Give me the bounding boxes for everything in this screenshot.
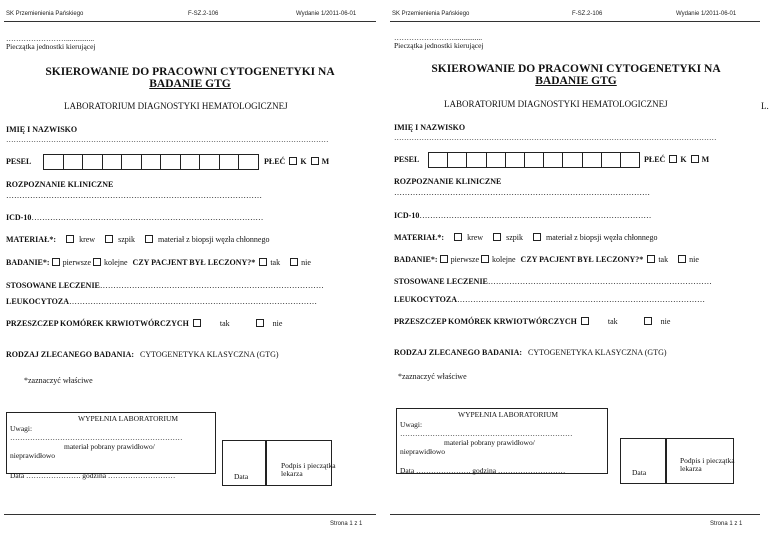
name-field[interactable]: ………………………………………………………………………………………………………………… — [6, 135, 329, 144]
stamp-label: Pieczątka jednostki kierującej — [6, 42, 96, 51]
date-time-field[interactable]: Data …………………. godzina ……………………… — [10, 471, 176, 480]
signature-label-1: Podpis i pieczątka — [281, 461, 336, 470]
form-title-line1: SKIEROWANIE DO PRACOWNI CYTOGENETYKI NA — [431, 63, 721, 75]
transplant-yes-checkbox[interactable] — [193, 319, 201, 327]
pesel-digit[interactable] — [200, 155, 220, 169]
transplant-label: PRZESZCZEP KOMÓREK KRWIOTWÓRCZYCH — [394, 317, 577, 326]
lab-box-title: WYPEŁNIA LABORATORIUM — [458, 410, 559, 419]
treated-no-label: nie — [301, 258, 311, 267]
treated-no-checkbox[interactable] — [678, 255, 686, 263]
lab-name: LABORATORIUM DIAGNOSTYKI HEMATOLOGICZNEJ — [64, 101, 288, 111]
remarks-label: Uwagi: — [400, 420, 423, 429]
pesel-digit[interactable] — [583, 153, 602, 167]
footer-page: Strona 1 z 1 — [710, 521, 743, 527]
pesel-digit[interactable] — [467, 153, 486, 167]
footer-page: Strona 1 z 1 — [330, 521, 363, 527]
pesel-digit[interactable] — [448, 153, 467, 167]
treatment-label: STOSOWANE LECZENIE — [394, 277, 488, 286]
edge-letter: L. — [761, 101, 769, 111]
icd-label: ICD-10 — [6, 213, 32, 222]
pesel-digit[interactable] — [181, 155, 201, 169]
exam-row — [394, 255, 699, 264]
signature-label-2: lekarza — [281, 469, 303, 478]
material-biopsy-checkbox[interactable] — [145, 235, 153, 243]
note-text: *zaznaczyć właściwe — [398, 372, 467, 381]
icd-field[interactable]: …………………………………………………………………………… — [31, 213, 264, 222]
material-marrow-label: szpik — [506, 233, 523, 242]
note-text: *zaznaczyć właściwe — [24, 376, 93, 385]
remarks-label: Uwagi: — [10, 424, 33, 433]
name-label: IMIĘ I NAZWISKO — [6, 125, 78, 134]
pesel-digit[interactable] — [122, 155, 142, 169]
stamp-dots: ……………………............... — [6, 34, 95, 43]
sex-k-checkbox[interactable] — [289, 157, 297, 165]
pesel-label: PESEL — [6, 157, 32, 166]
header-code: F-SZ.2-106 — [188, 11, 219, 17]
icd-field[interactable]: …………………………………………………………………………… — [419, 211, 652, 220]
transplant-no-checkbox[interactable] — [256, 319, 264, 327]
sex-m-checkbox[interactable] — [691, 155, 699, 163]
order-value: CYTOGENETYKA KLASYCZNA (GTG) — [528, 348, 667, 357]
treated-yes-label: tak — [270, 258, 281, 267]
sex-label: PŁEĆ — [644, 155, 666, 164]
treatment-row — [394, 277, 762, 286]
pesel-label: PESEL — [394, 155, 420, 164]
transplant-yes-label: tak — [219, 319, 230, 328]
exam-row — [6, 258, 311, 267]
date-box-label: Data — [632, 468, 647, 477]
pesel-digit[interactable] — [83, 155, 103, 169]
diagnosis-field[interactable]: …………………………………………………………………………………… — [394, 188, 650, 197]
diagnosis-label: ROZPOZNANIE KLINICZNE — [6, 180, 114, 189]
treatment-field[interactable]: ………………………………………………………………………… — [99, 281, 324, 290]
header-rule — [4, 21, 376, 22]
material-biopsy-label: materiał z biopsji węzła chłonnego — [157, 235, 270, 244]
remarks-field[interactable]: …………………………………………………………… — [400, 429, 573, 438]
pesel-digit[interactable] — [220, 155, 240, 169]
date-time-field[interactable]: Data …………………. godzina ……………………… — [400, 466, 566, 475]
exam-first-checkbox[interactable] — [440, 255, 448, 263]
exam-label: BADANIE*: — [6, 258, 50, 267]
order-label: RODZAJ ZLECANEGO BADANIA: — [6, 350, 135, 359]
remarks-field[interactable]: …………………………………………………………… — [10, 433, 183, 442]
stamp-label: Pieczątka jednostki kierującej — [394, 41, 484, 50]
header-code: F-SZ.2-106 — [572, 11, 603, 17]
pesel-digit[interactable] — [142, 155, 162, 169]
footer-rule — [4, 514, 376, 515]
form-title-line1: SKIEROWANIE DO PRACOWNI CYTOGENETYKI NA — [45, 66, 335, 78]
material-blood-label: krew — [79, 235, 96, 244]
pesel-digit[interactable] — [621, 153, 639, 167]
pesel-digit[interactable] — [239, 155, 258, 169]
treatment-field[interactable]: ………………………………………………………………………… — [487, 277, 712, 286]
leuko-label: LEUKOCYTOZA — [6, 297, 69, 306]
form-title-line2: BADANIE GTG — [535, 75, 617, 87]
transplant-yes-checkbox[interactable] — [581, 317, 589, 325]
leuko-field[interactable]: ………………………………………………………………………………… — [456, 295, 705, 304]
exam-next-checkbox[interactable] — [93, 258, 101, 266]
material-label: MATERIAŁ*: — [394, 233, 445, 242]
order-row — [6, 350, 279, 359]
signature-label-1: Podpis i pieczątka — [680, 456, 735, 465]
exam-next-checkbox[interactable] — [481, 255, 489, 263]
treated-yes-checkbox[interactable] — [647, 255, 655, 263]
pesel-digit[interactable] — [103, 155, 123, 169]
sex-m-label: M — [701, 155, 710, 164]
header-edition: Wydanie 1/2011-06-01 — [676, 11, 737, 17]
transplant-no-label: nie — [660, 317, 671, 326]
material-blood-checkbox[interactable] — [454, 233, 462, 241]
exam-next-label: kolejne — [492, 255, 516, 264]
header-hospital: SK Przemienienia Pańskiego — [392, 11, 470, 17]
treated-yes-label: tak — [658, 255, 669, 264]
pesel-input[interactable] — [428, 152, 640, 168]
treatment-row — [6, 281, 376, 290]
name-field[interactable]: ………………………………………………………………………………………………………………… — [394, 133, 717, 142]
material-marrow-checkbox[interactable] — [493, 233, 501, 241]
form-title-line2: BADANIE GTG — [149, 78, 231, 90]
pesel-digit[interactable] — [44, 155, 64, 169]
icd-row — [6, 213, 376, 222]
material-label: MATERIAŁ*: — [6, 235, 57, 244]
exam-first-label: pierwsze — [450, 255, 479, 264]
transplant-yes-label: tak — [607, 317, 618, 326]
date-box-label: Data — [234, 472, 249, 481]
transplant-no-label: nie — [272, 319, 283, 328]
leuko-row — [6, 297, 376, 306]
treated-question: CZY PACJENT BYŁ LECZONY?* — [520, 255, 644, 264]
order-value: CYTOGENETYKA KLASYCZNA (GTG) — [140, 350, 279, 359]
sex-m-checkbox[interactable] — [311, 157, 319, 165]
material-status-2: nieprawidłowo — [400, 447, 445, 456]
material-blood-checkbox[interactable] — [66, 235, 74, 243]
pesel-digit[interactable] — [525, 153, 544, 167]
leuko-field[interactable]: ………………………………………………………………………………… — [68, 297, 317, 306]
material-biopsy-label: materiał z biopsji węzła chłonnego — [545, 233, 658, 242]
treated-no-checkbox[interactable] — [290, 258, 298, 266]
diagnosis-label: ROZPOZNANIE KLINICZNE — [394, 177, 502, 186]
form-page-right — [388, 0, 768, 543]
material-row — [6, 235, 269, 244]
header-hospital: SK Przemienienia Pańskiego — [6, 11, 84, 17]
sex-k-label: K — [300, 157, 307, 166]
pesel-digit[interactable] — [487, 153, 506, 167]
form-page-left — [0, 0, 380, 543]
pesel-digit[interactable] — [563, 153, 582, 167]
date-box[interactable] — [620, 438, 666, 484]
header-rule — [390, 21, 760, 22]
footer-rule — [390, 514, 760, 515]
diagnosis-field[interactable]: …………………………………………………………………………………… — [6, 191, 262, 200]
material-marrow-checkbox[interactable] — [105, 235, 113, 243]
exam-first-label: pierwsze — [62, 258, 91, 267]
icd-label: ICD-10 — [394, 211, 420, 220]
sex-m-label: M — [321, 157, 330, 166]
stamp-dots: ……………………............... — [394, 33, 483, 42]
sex-group — [264, 157, 329, 166]
material-status-1: materiał pobrany prawidłowo/ — [64, 442, 155, 451]
treated-yes-checkbox[interactable] — [259, 258, 267, 266]
pesel-digit[interactable] — [429, 153, 448, 167]
treated-no-label: nie — [689, 255, 699, 264]
leuko-row — [394, 295, 762, 304]
material-blood-label: krew — [467, 233, 484, 242]
exam-next-label: kolejne — [104, 258, 128, 267]
material-biopsy-checkbox[interactable] — [533, 233, 541, 241]
transplant-row — [6, 319, 282, 328]
pesel-digit[interactable] — [161, 155, 181, 169]
exam-label: BADANIE*: — [394, 255, 438, 264]
sex-k-checkbox[interactable] — [669, 155, 677, 163]
name-label: IMIĘ I NAZWISKO — [394, 123, 466, 132]
treatment-label: STOSOWANE LECZENIE — [6, 281, 100, 290]
pesel-digit[interactable] — [602, 153, 621, 167]
lab-box-title: WYPEŁNIA LABORATORIUM — [78, 414, 179, 423]
pesel-digit[interactable] — [544, 153, 563, 167]
header-edition: Wydanie 1/2011-06-01 — [296, 11, 357, 17]
leuko-label: LEUKOCYTOZA — [394, 295, 457, 304]
sex-k-label: K — [680, 155, 687, 164]
material-marrow-label: szpik — [118, 235, 135, 244]
order-label: RODZAJ ZLECANEGO BADANIA: — [394, 348, 523, 357]
order-row — [394, 348, 667, 357]
material-status-1: materiał pobrany prawidłowo/ — [444, 438, 535, 447]
pesel-digit[interactable] — [506, 153, 525, 167]
transplant-no-checkbox[interactable] — [644, 317, 652, 325]
signature-label-2: lekarza — [680, 464, 702, 473]
icd-row — [394, 211, 762, 220]
treated-question: CZY PACJENT BYŁ LECZONY?* — [132, 258, 256, 267]
pesel-digit[interactable] — [64, 155, 84, 169]
exam-first-checkbox[interactable] — [52, 258, 60, 266]
sex-label: PŁEĆ — [264, 157, 286, 166]
transplant-row — [394, 317, 670, 326]
lab-name: LABORATORIUM DIAGNOSTYKI HEMATOLOGICZNEJ — [444, 99, 668, 109]
material-status-2: nieprawidłowo — [10, 451, 55, 460]
transplant-label: PRZESZCZEP KOMÓREK KRWIOTWÓRCZYCH — [6, 319, 189, 328]
pesel-input[interactable] — [43, 154, 259, 170]
sex-group — [644, 155, 709, 164]
material-row — [394, 233, 657, 242]
